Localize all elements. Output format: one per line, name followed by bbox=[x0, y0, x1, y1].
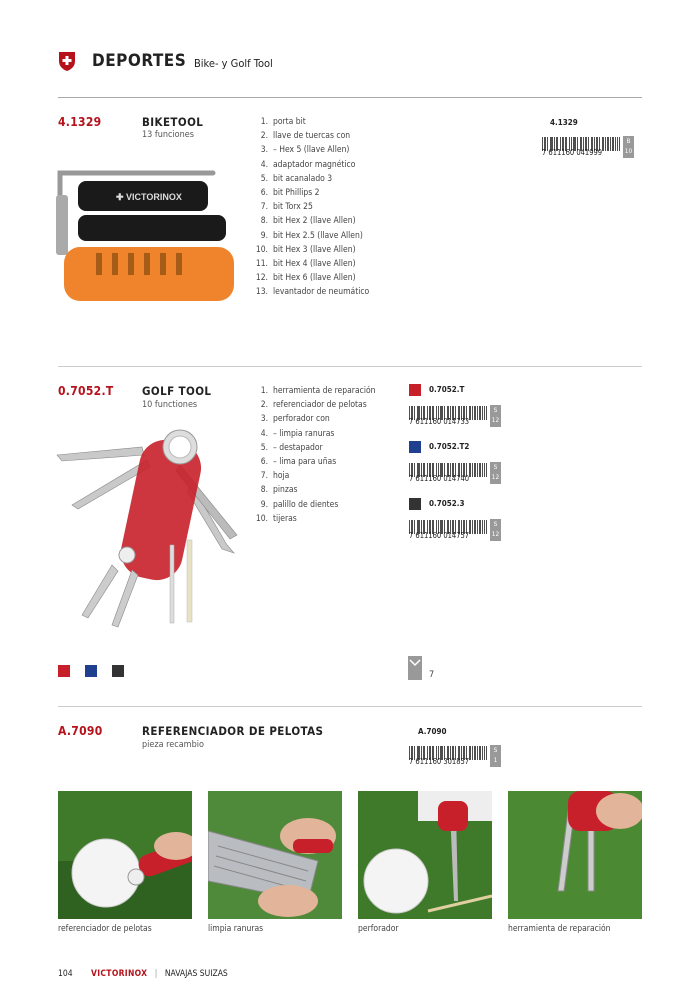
product-code: A.7090 bbox=[58, 724, 103, 738]
barcode bbox=[409, 405, 501, 427]
barcode-code: 0.7052.T bbox=[429, 385, 465, 394]
pack-count: 7 bbox=[429, 670, 435, 680]
feature-list bbox=[252, 384, 376, 526]
barcode-stripe bbox=[479, 406, 480, 420]
feature-item: 1. porta bit bbox=[260, 117, 306, 127]
product-code: 4.1329 bbox=[58, 115, 102, 129]
footer-separator: | bbox=[154, 969, 158, 979]
barcode-code: 0.7052.T2 bbox=[429, 442, 470, 451]
barcode-stripe bbox=[608, 137, 609, 151]
footer-brand: VICTORINOX bbox=[91, 969, 148, 979]
feature-item: 8. pinzas bbox=[260, 485, 298, 496]
barcode-stripe bbox=[475, 746, 476, 760]
page-footer bbox=[58, 969, 228, 979]
barcode-stripe bbox=[480, 406, 481, 420]
color-option-red bbox=[58, 665, 70, 677]
pack-box: B 10 bbox=[623, 136, 634, 158]
feature-item: 7. hoja bbox=[260, 471, 290, 482]
feature-item: 6. – lima para uñas bbox=[260, 456, 337, 467]
photo-caption: herramienta de reparación bbox=[508, 924, 611, 934]
barcode-digits: 7 611160 014740 bbox=[409, 474, 470, 483]
barcode-stripe bbox=[610, 137, 611, 151]
barcode-stripe bbox=[472, 463, 473, 477]
barcode-stripe bbox=[477, 746, 478, 760]
barcode-stripe bbox=[607, 137, 608, 151]
pack-box: S 12 bbox=[490, 519, 501, 541]
product-subtitle: 10 functiones bbox=[142, 400, 198, 410]
barcode-stripe bbox=[603, 137, 604, 151]
feature-item: 3. perforador con bbox=[260, 414, 330, 425]
barcode-stripe bbox=[469, 520, 470, 534]
photo-repair-tool bbox=[508, 791, 642, 919]
barcode-digits: 7 611160 301857 bbox=[409, 757, 470, 766]
barcode-stripe bbox=[470, 520, 471, 534]
barcode-stripe bbox=[474, 746, 475, 760]
barcode-stripe bbox=[617, 137, 618, 151]
barcode-stripe bbox=[469, 463, 470, 477]
product-name: BIKETOOL bbox=[142, 115, 204, 129]
barcode-stripe bbox=[477, 406, 478, 420]
barcode-bars bbox=[542, 136, 620, 156]
barcode-stripe bbox=[479, 520, 480, 534]
barcode-bars bbox=[409, 519, 487, 539]
photo-ball-marker bbox=[58, 791, 192, 919]
barcode-stripe bbox=[469, 746, 470, 760]
page-subtitle: Bike- y Golf Tool bbox=[194, 57, 273, 70]
biketool-image bbox=[48, 165, 238, 310]
barcode-bars bbox=[409, 745, 487, 765]
photo-caption: referenciador de pelotas bbox=[58, 924, 152, 934]
feature-item: 8. bit Hex 2 (llave Allen) bbox=[260, 216, 356, 227]
feature-item: 6. bit Phillips 2 bbox=[260, 187, 320, 198]
barcode-stripe bbox=[470, 746, 471, 760]
photo-hole-punch bbox=[358, 791, 492, 919]
barcode-stripe bbox=[484, 406, 485, 420]
color-swatch-dark bbox=[409, 498, 421, 510]
barcode-digits: 7 611160 041999 bbox=[542, 148, 603, 157]
barcode bbox=[542, 136, 634, 158]
feature-item: 5. bit acanalado 3 bbox=[260, 173, 333, 184]
feature-item: 4. – limpia ranuras bbox=[260, 428, 335, 439]
color-swatch-blue bbox=[409, 441, 421, 453]
barcode-stripe bbox=[480, 463, 481, 477]
feature-item: 11. bit Hex 4 (llave Allen) bbox=[255, 258, 356, 269]
feature-item: 2. llave de tuercas con bbox=[260, 131, 351, 142]
victorinox-shield-logo bbox=[58, 50, 76, 72]
barcode-digits: 7 611160 014757 bbox=[409, 531, 470, 540]
pack-box: S 12 bbox=[490, 405, 501, 427]
barcode-stripe bbox=[475, 520, 476, 534]
barcode-stripe bbox=[470, 463, 471, 477]
barcode bbox=[409, 745, 501, 767]
feature-item: 7. bit Torx 25 bbox=[260, 202, 313, 213]
feature-item: 4. adaptador magnético bbox=[260, 159, 356, 170]
barcode-stripe bbox=[482, 406, 483, 420]
barcode-stripe bbox=[472, 520, 473, 534]
barcode-code: 4.1329 bbox=[550, 118, 578, 127]
barcode-stripe bbox=[486, 406, 487, 420]
page-number: 104 bbox=[58, 969, 73, 979]
barcode-stripe bbox=[612, 137, 613, 151]
barcode-stripe bbox=[484, 463, 485, 477]
header-rule bbox=[58, 97, 642, 98]
feature-item: 13. levantador de neumático bbox=[255, 287, 370, 298]
barcode-stripe bbox=[486, 463, 487, 477]
photo-groove-cleaner bbox=[208, 791, 342, 919]
barcode-stripe bbox=[474, 463, 475, 477]
product-subtitle: pieza recambio bbox=[142, 740, 204, 750]
barcode-stripe bbox=[482, 520, 483, 534]
color-option-dark bbox=[112, 665, 124, 677]
barcode-stripe bbox=[479, 463, 480, 477]
barcode-stripe bbox=[482, 463, 483, 477]
feature-item: 2. referenciador de pelotas bbox=[260, 400, 367, 411]
barcode-stripe bbox=[469, 406, 470, 420]
section-rule bbox=[58, 366, 642, 367]
section-rule bbox=[58, 706, 642, 707]
barcode-stripe bbox=[480, 520, 481, 534]
barcode-stripe bbox=[484, 520, 485, 534]
barcode-stripe bbox=[474, 406, 475, 420]
feature-item: 10. tijeras bbox=[255, 513, 297, 524]
product-name: REFERENCIADOR DE PELOTAS bbox=[142, 724, 324, 738]
barcode-stripe bbox=[486, 520, 487, 534]
feature-item: 3. – Hex 5 (llave Allen) bbox=[260, 145, 350, 156]
barcode-stripe bbox=[470, 406, 471, 420]
feature-item: 1. herramienta de reparación bbox=[260, 386, 376, 396]
barcode-code: A.7090 bbox=[418, 727, 447, 736]
golftool-image bbox=[52, 425, 242, 630]
barcode-digits: 7 611160 014733 bbox=[409, 417, 470, 426]
barcode-code: 0.7052.3 bbox=[429, 499, 465, 508]
feature-item: 9. palillo de dientes bbox=[260, 499, 339, 510]
feature-list bbox=[252, 115, 369, 299]
barcode-stripe bbox=[474, 520, 475, 534]
barcode-stripe bbox=[486, 746, 487, 760]
pack-box: S 12 bbox=[490, 462, 501, 484]
barcode-stripe bbox=[479, 746, 480, 760]
barcode-bars bbox=[409, 462, 487, 482]
barcode-stripe bbox=[602, 137, 603, 151]
product-name: GOLF TOOL bbox=[142, 384, 212, 398]
barcode-stripe bbox=[482, 746, 483, 760]
product-subtitle: 13 funciones bbox=[142, 130, 194, 140]
barcode-stripe bbox=[472, 406, 473, 420]
page-title: DEPORTES bbox=[92, 51, 187, 71]
feature-item: 9. bit Hex 2.5 (llave Allen) bbox=[260, 230, 363, 241]
feature-item: 5. – destapador bbox=[260, 442, 323, 453]
barcode-bars bbox=[409, 405, 487, 425]
barcode bbox=[409, 462, 501, 484]
pack-icon bbox=[408, 656, 422, 680]
photo-caption: perforador bbox=[358, 924, 399, 934]
feature-item: 10. bit Hex 3 (llave Allen) bbox=[255, 244, 356, 255]
barcode-stripe bbox=[475, 463, 476, 477]
pack-box: S 1 bbox=[490, 745, 501, 767]
barcode-stripe bbox=[477, 520, 478, 534]
barcode-stripe bbox=[613, 137, 614, 151]
barcode-stripe bbox=[480, 746, 481, 760]
color-option-blue bbox=[85, 665, 97, 677]
barcode-stripe bbox=[484, 746, 485, 760]
svg-text:✚ VICTORINOX: ✚ VICTORINOX bbox=[116, 192, 182, 202]
barcode-stripe bbox=[619, 137, 620, 151]
barcode-stripe bbox=[605, 137, 606, 151]
barcode-stripe bbox=[475, 406, 476, 420]
product-code: 0.7052.T bbox=[58, 384, 114, 398]
barcode-stripe bbox=[477, 463, 478, 477]
feature-item: 12. bit Hex 6 (llave Allen) bbox=[255, 273, 356, 284]
footer-section: NAVAJAS SUIZAS bbox=[164, 969, 228, 979]
barcode-stripe bbox=[472, 746, 473, 760]
barcode-stripe bbox=[615, 137, 616, 151]
photo-caption: limpia ranuras bbox=[208, 924, 264, 934]
barcode bbox=[409, 519, 501, 541]
color-swatch-red bbox=[409, 384, 421, 396]
